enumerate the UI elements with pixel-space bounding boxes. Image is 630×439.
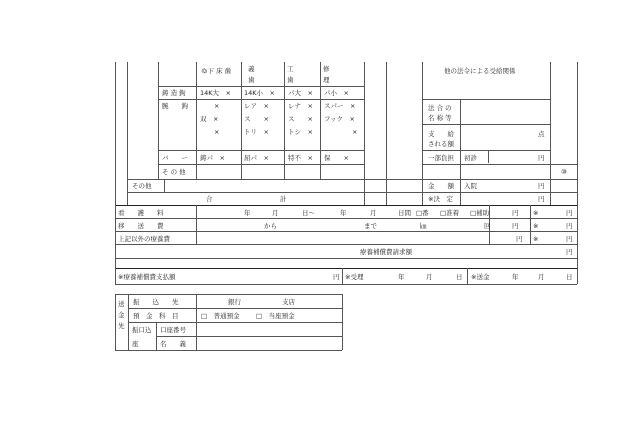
chuzo-c3: パ大 ×: [288, 89, 313, 97]
transfer-mark: ※: [533, 222, 539, 230]
received-month: 月: [426, 273, 433, 281]
payment-label: ※療養補償費支払額: [118, 273, 176, 281]
other-costs-label: 上記以外の療養費: [118, 235, 170, 243]
amount-unit: 円: [538, 182, 545, 190]
benefit-1: 支 給: [428, 130, 454, 138]
partial-label: 一部負担: [428, 154, 454, 162]
received-day: 日: [456, 273, 463, 281]
claim-label: 療養補償費請求額: [360, 248, 412, 256]
circle-mark: ⑩: [561, 168, 567, 176]
nursing-opt-3[interactable]: □補助: [470, 209, 490, 217]
remit-side-2: 金: [118, 311, 125, 319]
partial-first: 初診: [464, 154, 477, 162]
acct-a: 振口込: [132, 326, 152, 334]
transfer-to: まで: [364, 222, 377, 230]
received-label: ※受理: [345, 273, 364, 281]
partial-unit: 円: [538, 154, 545, 162]
dest-label: 振 込 先: [133, 298, 179, 306]
chuzo-c1: 14K大 ×: [200, 89, 231, 97]
other-outer-label: その他: [132, 182, 152, 190]
nursing-unit: 円: [512, 209, 519, 217]
other-costs-unit: 円: [516, 235, 523, 243]
wankou-r1-c4: スパー ×: [324, 102, 356, 110]
wankou-r3-c4: ×: [352, 128, 358, 136]
bar-c1: 鋳パ ×: [200, 154, 225, 162]
holder-label: 名 義: [160, 340, 186, 348]
law-name-2: 名 称 等: [428, 114, 452, 122]
wankou-r1-c2: レア ×: [244, 102, 269, 110]
transfer-times: 回: [484, 222, 491, 230]
nursing-mark: ※: [533, 209, 539, 217]
sent-day: 日: [566, 273, 573, 281]
wankou-r3-c2: トリ ×: [244, 128, 269, 136]
header-shu-2: 理: [323, 76, 330, 84]
acct-no-label: 口座番号: [160, 326, 186, 334]
received-year: 年: [398, 273, 405, 281]
remit-side-3: 先: [118, 322, 125, 330]
header-ko-2: 歯: [287, 76, 294, 84]
wankou-label: 腕 鉤: [162, 102, 188, 110]
bar-c3: 特不 ×: [288, 154, 313, 162]
dest-bank: 銀行: [228, 298, 241, 306]
transfer-label: 移 送 費: [118, 222, 164, 230]
other-costs-unit-2: 円: [566, 235, 573, 243]
nursing-year-2: 年: [340, 209, 347, 217]
header-shu-1: 修: [323, 65, 330, 73]
nursing-opt-1[interactable]: □番: [416, 209, 429, 217]
deposit-opt-1[interactable]: □ 普通預金: [201, 312, 240, 320]
chuzo-c4: パ小 ×: [324, 89, 349, 97]
sent-year: 年: [512, 273, 519, 281]
decision-unit: 円: [538, 195, 545, 203]
wankou-r1-c3: レナ ×: [288, 102, 313, 110]
transfer-from: から: [264, 222, 277, 230]
nursing-month-2: 月: [370, 209, 377, 217]
other-inner-label: そ の 他: [162, 168, 186, 176]
header-yuka: ゆ下 床 歯: [201, 67, 232, 75]
payment-unit: 円: [333, 273, 340, 281]
header-gi-2: 歯: [248, 76, 255, 84]
transfer-unit-2: 円: [566, 222, 573, 230]
law-name-1: 法 合 の: [428, 104, 452, 112]
sent-month: 月: [538, 273, 545, 281]
transfer-unit: 円: [512, 222, 519, 230]
chuzo-label: 鋳 造 鉤: [162, 89, 186, 97]
dest-branch: 支店: [282, 298, 295, 306]
sent-label: ※送金: [471, 273, 490, 281]
transfer-km: ㎞: [420, 222, 427, 230]
deposit-label: 預 金 科 目: [133, 312, 179, 320]
total-label-1: 合: [206, 195, 213, 203]
chuzo-c2: 14K小 ×: [244, 89, 275, 97]
wankou-r3-c1: ×: [214, 128, 220, 136]
other-costs-mark: ※: [533, 235, 539, 243]
deposit-opt-2[interactable]: □ 当座預金: [256, 312, 295, 320]
wankou-r2-c4: フック ×: [324, 115, 355, 123]
wankou-r3-c3: トシ ×: [288, 128, 313, 136]
amount-sub: 入院: [464, 182, 477, 190]
acct-b: 座: [132, 340, 139, 348]
bar-label: バ ー: [162, 154, 188, 162]
nursing-opt-2[interactable]: □准着: [440, 209, 460, 217]
benefit-2: される額: [428, 140, 454, 148]
wankou-r1-c1: ×: [214, 102, 220, 110]
law-title: 他の法令による受給関係: [444, 67, 516, 75]
bar-c2: 屈パ ×: [244, 154, 269, 162]
wankou-r2-c3: ス ×: [288, 115, 313, 123]
nursing-year: 年: [244, 209, 251, 217]
nursing-day-from: 日〜: [302, 209, 315, 217]
remit-side-1: 送: [118, 300, 125, 308]
total-label-2: 計: [280, 195, 287, 203]
nursing-month: 月: [272, 209, 279, 217]
header-ko-1: 工: [287, 65, 294, 73]
nursing-label: 看 護 料: [118, 209, 164, 217]
bar-c4: 保 ×: [324, 154, 349, 162]
wankou-r2-c2: ス ×: [244, 115, 269, 123]
benefit-unit: 点: [538, 130, 545, 138]
header-gi-1: 義: [248, 65, 255, 73]
nursing-unit-2: 円: [566, 209, 573, 217]
claim-unit: 円: [566, 248, 573, 256]
amount-label: 金 額: [428, 182, 454, 190]
decision-label: ※決 定: [428, 195, 453, 203]
nursing-days: 日間: [398, 209, 411, 217]
wankou-r2-c1: 双 ×: [200, 115, 219, 123]
